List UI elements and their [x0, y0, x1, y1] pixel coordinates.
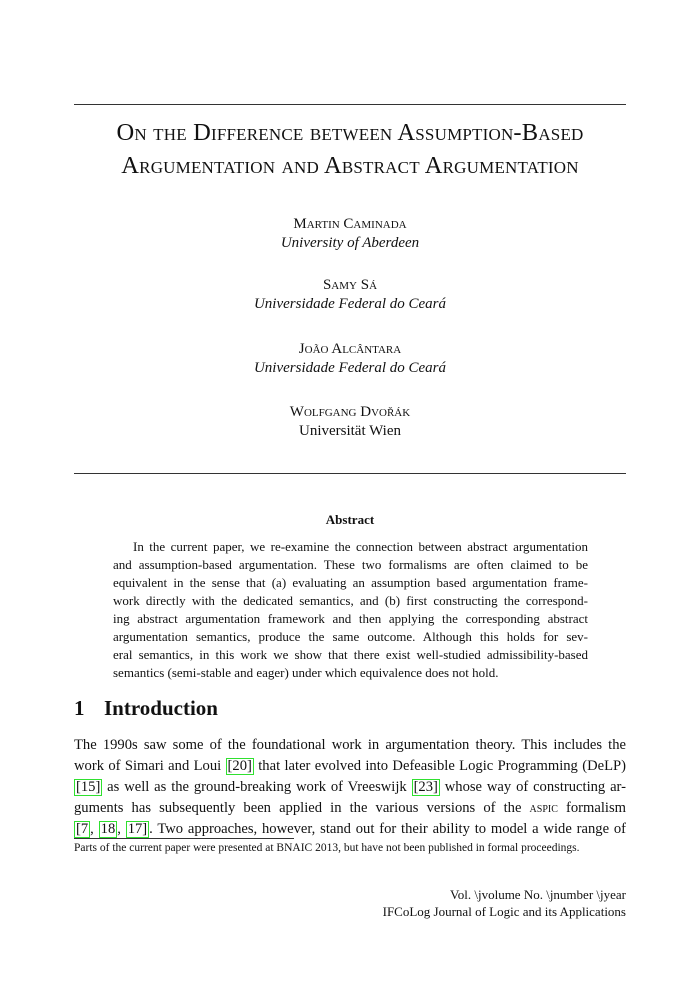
author-name: Martin Caminada	[293, 216, 407, 232]
paper-title-line-1: On the Difference between Assumption-Based	[116, 119, 584, 146]
section-heading	[74, 696, 218, 721]
author-name: João Alcântara	[298, 341, 402, 357]
citation-link[interactable]: 17]	[127, 821, 148, 837]
author-block	[74, 340, 626, 378]
intro-text: formalism	[557, 800, 626, 816]
author-affiliation: Universität Wien	[298, 423, 401, 439]
abstract-line: work directly with the dedicated semantics, and (b) first constructing the correspond-	[113, 593, 588, 608]
abstract-heading: Abstract	[325, 512, 375, 527]
citation-link[interactable]: [20]	[227, 758, 252, 774]
intro-text: that later evolved into Defeasible Logic Programming (DeLP)	[253, 758, 626, 774]
footnote: Parts of the current paper were presented at BNAIC 2013, but have not been published in formal proceedings.	[74, 842, 580, 854]
section-title: Introduction	[104, 696, 218, 720]
citation-link[interactable]: [15]	[76, 779, 101, 795]
abstract-line: and assumption-based argumentation. These two formalisms are often claimed to be	[113, 557, 588, 572]
aspic-term: aspic	[529, 800, 558, 816]
abstract-line: ing abstract argumentation framework and then applying the corresponding abstract	[113, 611, 588, 626]
intro-line	[74, 777, 626, 798]
paper-title-line-2: Argumentation and Abstract Argumentation	[121, 152, 579, 179]
intro-line	[74, 756, 626, 777]
citation-link[interactable]: [23]	[413, 779, 438, 795]
footnote-rule	[74, 838, 294, 839]
paper-title	[74, 116, 626, 182]
intro-line	[74, 798, 626, 819]
abstract-line: argumentation semantics, produce the same outcome. Although this holds for sev-	[113, 629, 588, 644]
intro-line: [7 , 18 , 17] . Two approaches, however, stand out for their ability to model a wide range of	[76, 821, 627, 837]
citation-link[interactable]: 18	[100, 821, 116, 837]
intro-text: whose way of constructing ar-	[439, 779, 626, 795]
author-affiliation: Universidade Federal do Ceará	[253, 360, 447, 376]
abstract-line: In the current paper, we re-examine the connection between abstract argumentation	[133, 539, 588, 554]
section-number: 1	[74, 696, 85, 720]
author-block	[74, 215, 626, 253]
footer-journal: IFCoLog Journal of Logic and its Applications	[382, 904, 626, 919]
section-rule	[74, 473, 626, 474]
abstract-text	[113, 538, 588, 682]
footer-volume: Vol. \jvolume No. \jnumber \jyear	[450, 887, 626, 902]
abstract-line: eral semantics, in this work we show that there exist well-studied admissibility-based	[113, 647, 588, 662]
abstract-line: semantics (semi-stable and eager) under which equivalence does not hold.	[113, 665, 499, 680]
author-block	[74, 276, 626, 314]
intro-text: guments has subsequently been applied in the various versions of the	[74, 800, 530, 816]
page-footer	[383, 886, 626, 920]
author-block	[74, 403, 626, 441]
intro-text: . Two approaches, however, stand out for their ability to model a wide range of	[149, 821, 627, 837]
top-rule	[74, 104, 626, 105]
intro-text: work of Simari and Loui	[74, 758, 226, 774]
intro-paragraph	[74, 735, 626, 840]
author-affiliation: University of Aberdeen	[280, 235, 420, 251]
citation-link[interactable]: [7	[76, 821, 89, 837]
author-name: Wolfgang Dvořák	[289, 404, 411, 420]
author-name: Samy Sá	[322, 277, 378, 293]
author-affiliation: Universidade Federal do Ceará	[253, 296, 447, 312]
abstract-line: equivalent in the sense that (a) evaluating an assumption based argumentation frame-	[113, 575, 588, 590]
intro-line: The 1990s saw some of the foundational work in argumentation theory. This includes the	[74, 737, 626, 753]
intro-text: as well as the ground-breaking work of Vreeswijk	[102, 779, 412, 795]
